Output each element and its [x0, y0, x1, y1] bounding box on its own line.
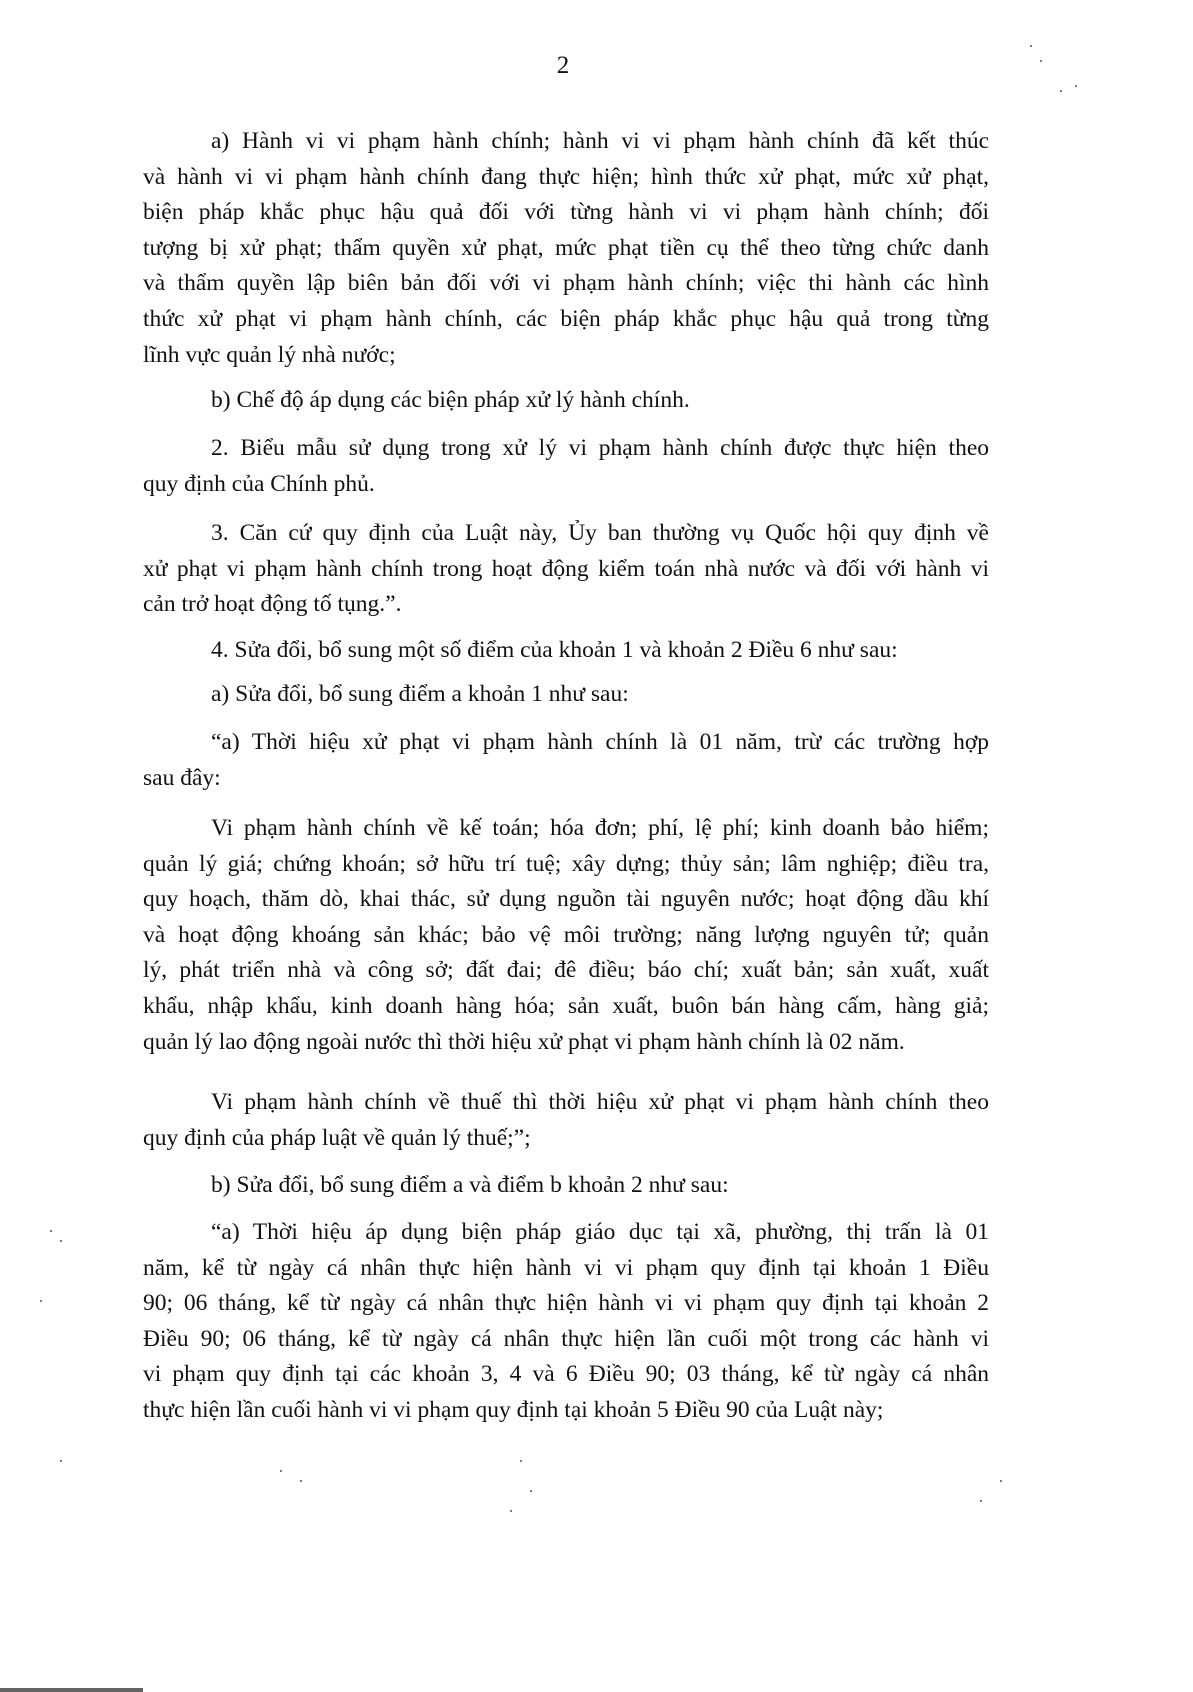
- paragraph: [143, 1085, 989, 1156]
- page-number: 2: [556, 52, 570, 79]
- text-line: 4. Sửa đổi, bổ sung một số điểm của khoản 1 và khoản 2 Điều 6 như sau:: [211, 637, 898, 663]
- text-line: quy hoạch, thăm dò, khai thác, sử dụng nguồn tài nguyên nước; hoạt động dầu khí: [143, 886, 989, 913]
- paragraph: [143, 431, 989, 502]
- paragraph: [143, 633, 989, 669]
- text-line: sau đây:: [143, 764, 221, 791]
- text-line: cản trở hoạt động tố tụng.”.: [143, 591, 402, 618]
- paragraph: [143, 124, 989, 373]
- scan-speckle: [1060, 90, 1062, 92]
- text-line: và thẩm quyền lập biên bản đối với vi phạm hành chính; việc thi hành các hình: [143, 270, 989, 297]
- text-line: Vi phạm hành chính về kế toán; hóa đơn; phí, lệ phí; kinh doanh bảo hiểm;: [211, 815, 989, 841]
- paragraph: [143, 516, 989, 623]
- text-line: xử phạt vi phạm hành chính trong hoạt động kiểm toán nhà nước và đối với hành vi: [143, 555, 989, 582]
- paragraph: [143, 811, 989, 1060]
- text-line: biện pháp khắc phục hậu quả đối với từng hành vi vi phạm hành chính; đối: [143, 199, 989, 226]
- scan-speckle: [1000, 1480, 1002, 1482]
- text-line: và hoạt động khoáng sản khác; bảo vệ môi trường; năng lượng nguyên tử; quản: [143, 921, 989, 948]
- text-line: b) Sửa đổi, bổ sung điểm a và điểm b khoản 2 như sau:: [211, 1172, 729, 1198]
- scan-speckle: [40, 1300, 42, 1302]
- text-line: và hành vi vi phạm hành chính đang thực hiện; hình thức xử phạt, mức xử phạt,: [143, 163, 989, 190]
- text-line: “a) Thời hiệu áp dụng biện pháp giáo dục tại xã, phường, thị trấn là 01: [211, 1219, 989, 1245]
- text-line: thức xử phạt vi phạm hành chính, các biện pháp khắc phục hậu quả trong từng: [143, 305, 989, 332]
- text-line: thực hiện lần cuối hành vi vi phạm quy định tại khoản 5 Điều 90 của Luật này;: [143, 1396, 884, 1423]
- scan-speckle: [50, 1230, 52, 1232]
- scan-speckle: [980, 1500, 982, 1502]
- scan-edge: [0, 1688, 1193, 1692]
- scan-speckle: [1040, 60, 1042, 62]
- text-line: Điều 90; 06 tháng, kể từ ngày cá nhân thực hiện lần cuối một trong các hành vi: [143, 1325, 989, 1352]
- text-line: b) Chế độ áp dụng các biện pháp xử lý hành chính.: [211, 387, 690, 413]
- paragraph: [143, 725, 989, 796]
- text-line: 3. Căn cứ quy định của Luật này, Ủy ban thường vụ Quốc hội quy định về: [211, 520, 989, 546]
- text-line: quy định của pháp luật về quản lý thuế;”;: [143, 1124, 531, 1151]
- scan-speckle: [510, 1510, 512, 1512]
- scan-speckle: [60, 1460, 62, 1462]
- scan-speckle: [1030, 45, 1032, 47]
- scan-speckle: [300, 1480, 302, 1482]
- text-line: vi phạm quy định tại các khoản 3, 4 và 6 Điều 90; 03 tháng, kể từ ngày cá nhân: [143, 1361, 989, 1388]
- scan-speckle: [1075, 85, 1077, 87]
- text-line: Vi phạm hành chính về thuế thì thời hiệu xử phạt vi phạm hành chính theo: [211, 1089, 989, 1115]
- text-line: quản lý giá; chứng khoán; sở hữu trí tuệ; xây dựng; thủy sản; lâm nghiệp; điều tra,: [143, 850, 989, 877]
- text-line: “a) Thời hiệu xử phạt vi phạm hành chính là 01 năm, trừ các trường hợp: [211, 729, 989, 755]
- paragraph: [143, 1215, 989, 1429]
- scan-speckle: [530, 1490, 532, 1492]
- scan-speckle: [520, 1460, 522, 1462]
- text-line: khẩu, nhập khẩu, kinh doanh hàng hóa; sản xuất, buôn bán hàng cấm, hàng giả;: [143, 992, 989, 1019]
- text-line: quản lý lao động ngoài nước thì thời hiệu xử phạt vi phạm hành chính là 02 năm.: [143, 1028, 905, 1055]
- scan-speckle: [60, 1240, 62, 1242]
- text-line: 90; 06 tháng, kể từ ngày cá nhân thực hiện hành vi vi phạm quy định tại khoản 2: [143, 1290, 989, 1317]
- text-line: năm, kể từ ngày cá nhân thực hiện hành vi vi phạm quy định tại khoản 1 Điều: [143, 1254, 989, 1281]
- text-line: tượng bị xử phạt; thẩm quyền xử phạt, mức phạt tiền cụ thể theo từng chức danh: [143, 234, 989, 261]
- scan-speckle: [280, 1470, 282, 1472]
- paragraph: [143, 677, 989, 713]
- text-line: quy định của Chính phủ.: [143, 470, 375, 497]
- paragraph: [143, 383, 989, 419]
- text-line: lĩnh vực quản lý nhà nước;: [143, 341, 396, 368]
- text-line: a) Sửa đổi, bổ sung điểm a khoản 1 như sau:: [211, 681, 629, 707]
- text-line: 2. Biểu mẫu sử dụng trong xử lý vi phạm hành chính được thực hiện theo: [211, 435, 989, 461]
- paragraph: [143, 1168, 989, 1204]
- text-line: a) Hành vi vi phạm hành chính; hành vi vi phạm hành chính đã kết thúc: [211, 128, 989, 154]
- text-line: lý, phát triển nhà và công sở; đất đai; đê điều; báo chí; xuất bản; sản xuất, xuất: [143, 957, 989, 984]
